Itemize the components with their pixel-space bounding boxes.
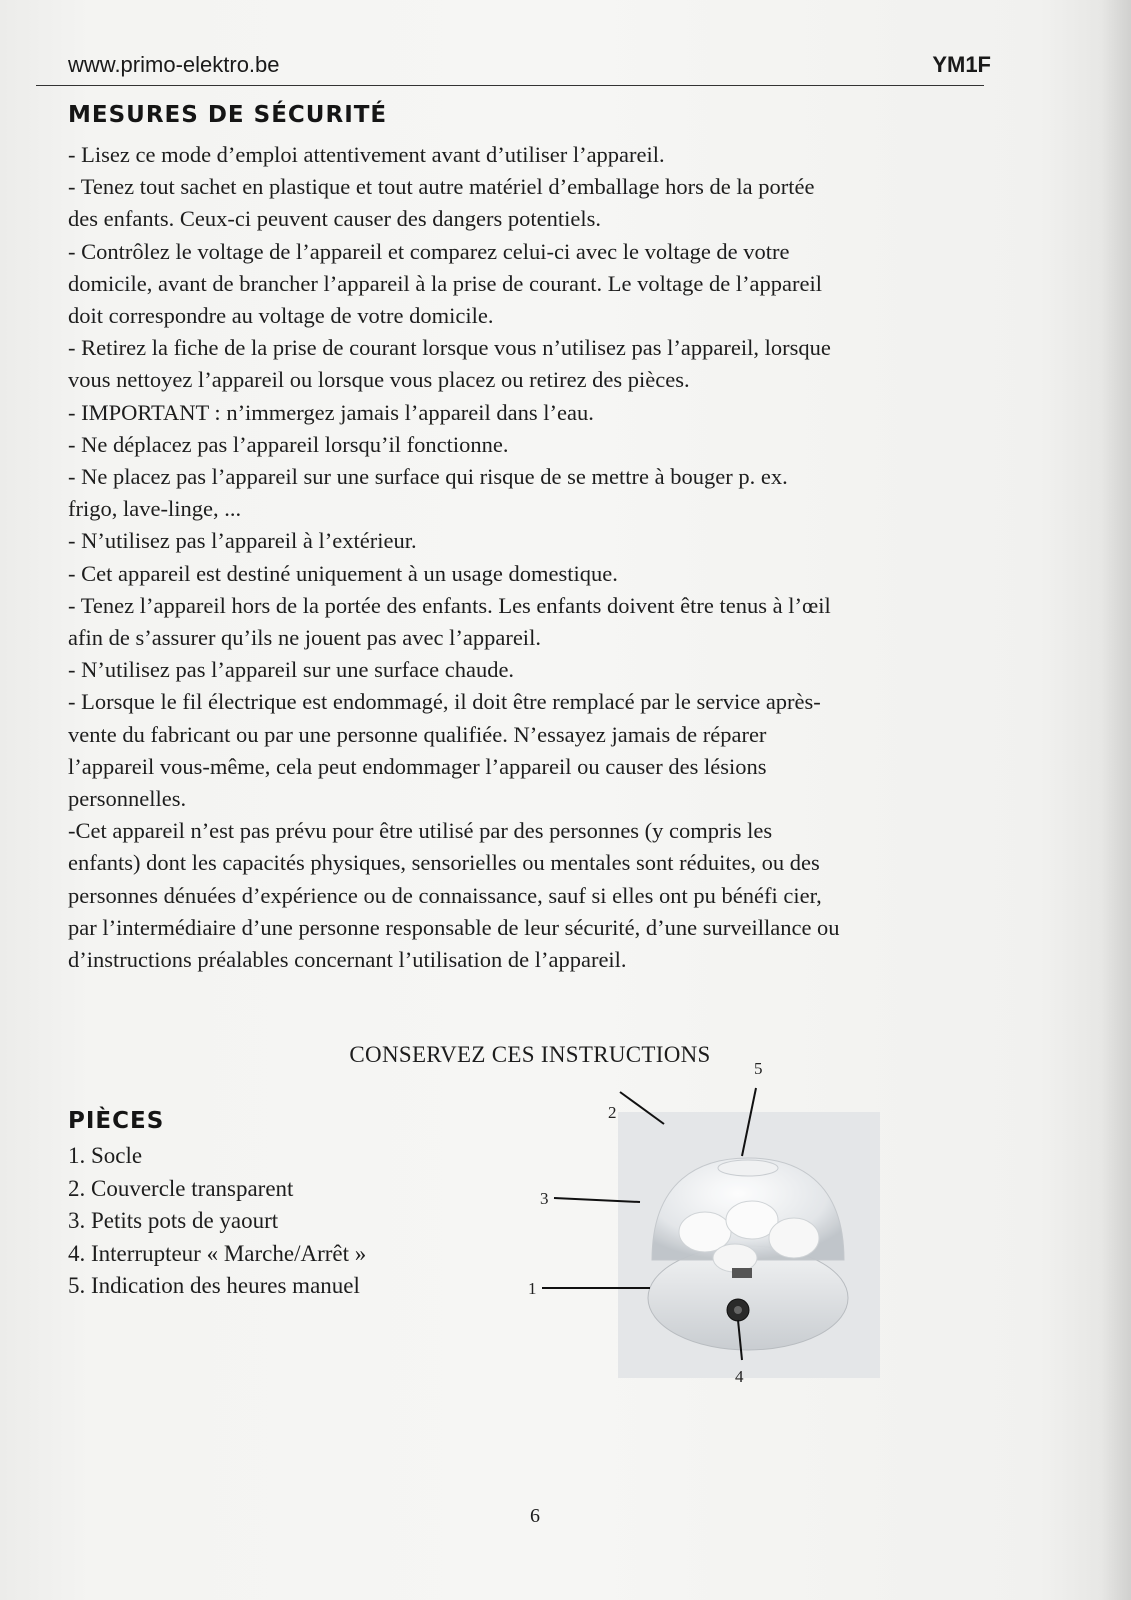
switch-light [734, 1306, 742, 1314]
callout-2: 2 [608, 1103, 617, 1122]
page-edge-shadow [1101, 0, 1131, 1600]
header-rule [36, 85, 984, 86]
safety-line: doit correspondre au voltage de votre domicile. [68, 303, 494, 329]
safety-title: MESURES DE SÉCURITÉ [68, 102, 388, 128]
safety-line: - Lisez ce mode d’emploi attentivement avant d’utiliser l’appareil. [68, 142, 665, 167]
keep-instructions-heading: CONSERVEZ CES INSTRUCTIONS [349, 1042, 711, 1067]
parts-item: 5. Indication des heures manuel [68, 1273, 360, 1298]
yogurt-jar [769, 1218, 819, 1258]
safety-line: personnelles. [68, 786, 187, 812]
safety-line: personnes dénuées d’expérience ou de connaissance, sauf si elles ont pu bénéfi cier, [68, 882, 822, 908]
safety-line: - Retirez la fiche de la prise de courant lorsque vous n’utilisez pas l’appareil, lorsque [68, 335, 831, 361]
safety-line: enfants) dont les capacités physiques, sensorielles ou mentales sont réduites, ou des [68, 850, 820, 876]
callout-5: 5 [754, 1060, 763, 1078]
safety-line: domicile, avant de brancher l’appareil à la prise de courant. Le voltage de l’appareil [68, 270, 823, 296]
header-url: www.primo-elektro.be [68, 52, 280, 77]
safety-line: - Ne placez pas l’appareil sur une surface qui risque de se mettre à bouger p. ex. [68, 464, 788, 490]
safety-line: par l’intermédiaire d’une personne responsable de leur sécurité, d’une surveillance ou [68, 914, 840, 940]
safety-line: - Tenez tout sachet en plastique et tout autre matériel d’emballage hors de la portée [68, 174, 815, 200]
safety-line: frigo, lave-linge, ... [68, 496, 242, 522]
safety-line: - N’utilisez pas l’appareil sur une surface chaude. [68, 657, 515, 683]
time-dial [718, 1160, 778, 1176]
callout-3: 3 [540, 1189, 549, 1208]
safety-line: des enfants. Ceux-ci peuvent causer des dangers potentiels. [68, 206, 601, 232]
callout-4: 4 [735, 1367, 744, 1386]
callout-1: 1 [528, 1279, 537, 1298]
yogurt-maker-figure [520, 1060, 900, 1400]
safety-line: - Cet appareil est destiné uniquement à un usage domestique. [68, 560, 618, 586]
safety-line: vous nettoyez l’appareil ou lorsque vous placez ou retirez des pièces. [68, 367, 690, 393]
safety-line: vente du fabricant ou par une personne qualifiée. N’essayez jamais de réparer [68, 721, 767, 747]
yogurt-jar [713, 1244, 757, 1272]
parts-item: 1. Socle [68, 1143, 143, 1168]
page-number: 6 [530, 1505, 540, 1527]
safety-line: - Contrôlez le voltage de l’appareil et comparez celui-ci avec le voltage de votre [68, 238, 790, 264]
parts-title: PIÈCES [68, 1108, 165, 1134]
header-model-code: YM1F [932, 52, 991, 77]
safety-line: - N’utilisez pas l’appareil à l’extérieur. [68, 528, 417, 554]
safety-line: - IMPORTANT : n’immergez jamais l’appareil dans l’eau. [68, 399, 594, 425]
parts-item: 3. Petits pots de yaourt [68, 1208, 279, 1233]
parts-item: 4. Interrupteur « Marche/Arrêt » [68, 1240, 367, 1266]
safety-line: - Ne déplacez pas l’appareil lorsqu’il fonctionne. [68, 431, 509, 457]
safety-line: d’instructions préalables concernant l’utilisation de l’appareil. [68, 947, 627, 973]
safety-line: - Tenez l’appareil hors de la portée des enfants. Les enfants doivent être tenus à l’œil [68, 592, 831, 618]
yogurt-maker-illustration [520, 1060, 900, 1400]
safety-line: - Lorsque le fil électrique est endommagé, il doit être remplacé par le service après- [68, 689, 821, 715]
parts-item: 2. Couvercle transparent [68, 1175, 294, 1201]
safety-line: afin de s’assurer qu’ils ne jouent pas avec l’appareil. [68, 625, 541, 651]
safety-line: l’appareil vous-même, cela peut endommager l’appareil ou causer des lésions [68, 753, 767, 779]
safety-text [68, 139, 988, 976]
parts-list [68, 1140, 366, 1303]
brand-plate [732, 1268, 752, 1278]
safety-line: -Cet appareil n’est pas prévu pour être utilisé par des personnes (y compris les [68, 818, 773, 844]
